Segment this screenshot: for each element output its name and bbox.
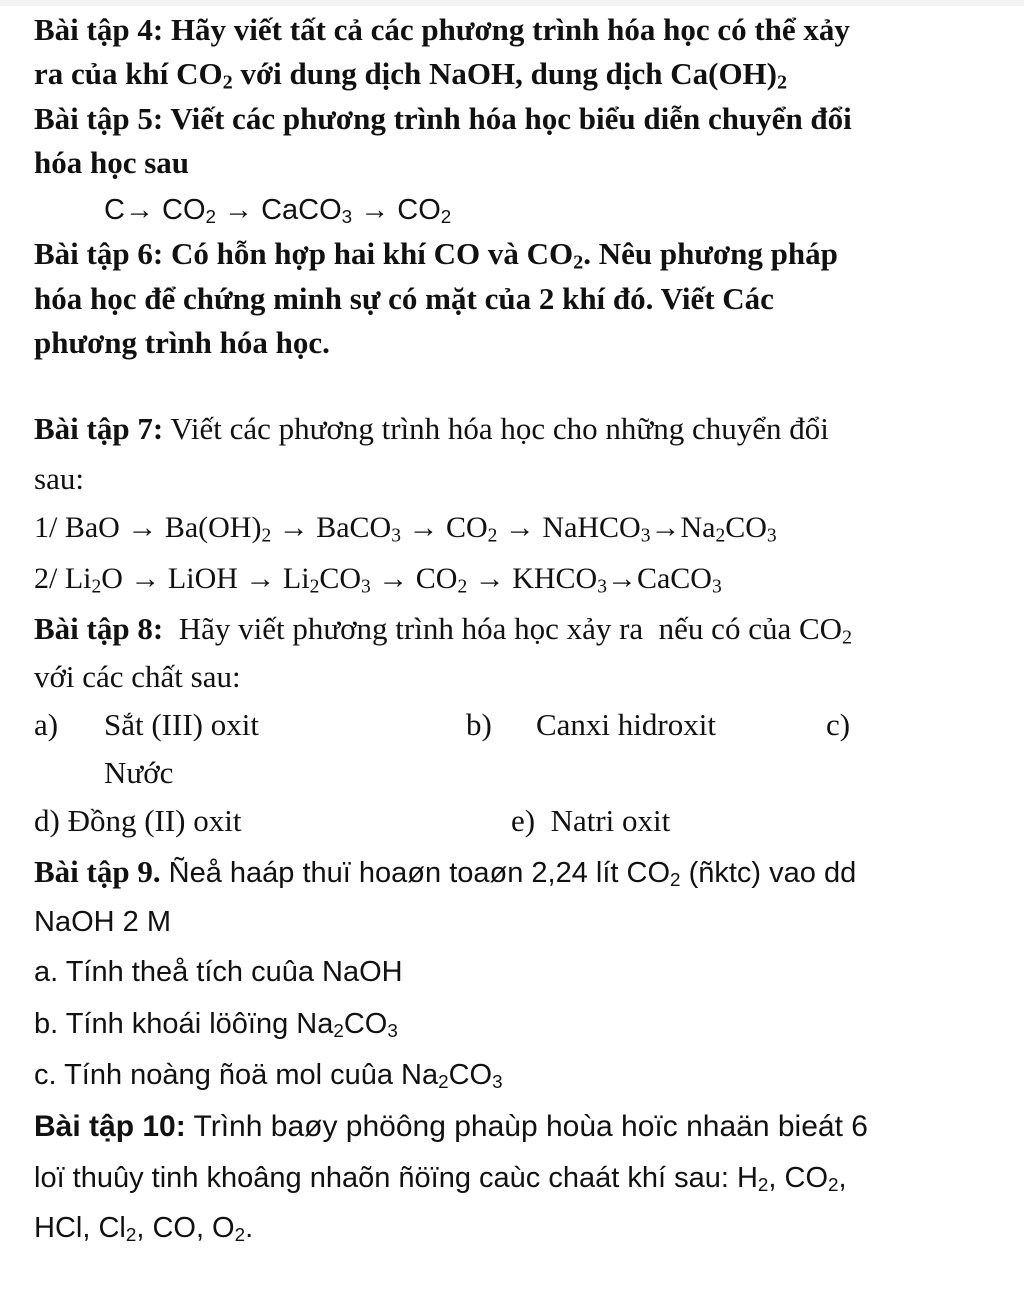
subscript: 2 xyxy=(438,1071,449,1093)
scheme-part: C→ CO xyxy=(104,194,206,226)
subscript: 2 xyxy=(222,71,233,94)
exercise-10-line-2 xyxy=(34,1158,847,1198)
subscript: 3 xyxy=(361,576,371,598)
eq-part: CO xyxy=(319,562,362,595)
exercise-10-label: Bài tập 10: xyxy=(34,1110,186,1143)
exercise-10-text-3c: . xyxy=(245,1212,254,1244)
option-key: c) xyxy=(826,707,851,742)
exercise-9-question-a xyxy=(34,952,403,992)
subscript: 2 xyxy=(842,626,853,649)
subscript: 2 xyxy=(670,869,681,891)
subscript: 2 xyxy=(125,1224,137,1246)
exercise-10-text-3a: HCl, Cl xyxy=(34,1212,126,1244)
exercise-9-line-2 xyxy=(34,902,171,942)
eq-part: O → LiOH → Li xyxy=(101,562,310,595)
subscript: 3 xyxy=(391,525,401,547)
subscript: 3 xyxy=(640,525,651,547)
exercise-5-line-1 xyxy=(34,99,852,139)
exercise-8-text-2: với các chất sau: xyxy=(34,659,241,694)
exercise-10-text-2a: loï thuûy tinh khoâng nhaõn ñöïng caùc chaát khí sau: H xyxy=(34,1162,758,1194)
exercise-4-line-2 xyxy=(34,54,787,94)
subscript: 2 xyxy=(777,71,788,94)
exercise-4-line-1 xyxy=(34,10,850,50)
subscript: 3 xyxy=(341,206,353,228)
eq-part: →Na xyxy=(650,511,716,544)
subscript: 2 xyxy=(261,525,272,547)
exercise-8-text: Hãy viết phương trình hóa học xảy ra nếu có của CO xyxy=(163,611,843,646)
scheme-part: → CO xyxy=(352,194,441,226)
exercise-9-text-1b: (ñktc) vao dd xyxy=(680,857,857,889)
eq-part: → BaCO xyxy=(271,511,392,544)
eq-part: →CaCO xyxy=(606,562,712,595)
exercise-6-line-2 xyxy=(34,279,774,319)
option-value: e) Natri oxit xyxy=(511,803,671,838)
question-text: CO xyxy=(343,1008,388,1040)
eq-part: CO xyxy=(725,511,767,544)
exercise-5-label: Bài tập 5: xyxy=(34,101,164,136)
top-edge-shade xyxy=(0,0,1024,6)
exercise-10-line-1 xyxy=(34,1107,868,1147)
exercise-10-line-3 xyxy=(34,1208,253,1248)
subscript: 2 xyxy=(205,206,216,228)
exercise-5-line-2 xyxy=(34,143,189,183)
subscript: 2 xyxy=(573,251,584,274)
subscript: 2 xyxy=(457,576,468,598)
exercise-5-scheme xyxy=(104,190,451,230)
subscript: 3 xyxy=(597,576,607,598)
subscript: 2 xyxy=(487,525,498,547)
exercise-9-line-1 xyxy=(34,852,856,893)
subscript: 2 xyxy=(715,525,726,547)
subscript: 2 xyxy=(333,1020,344,1042)
question-text: c. Tính noàng ñoä mol cuûa Na xyxy=(34,1059,439,1091)
exercise-6-line-1 xyxy=(34,234,838,274)
question-text: a. Tính theå tích cuûa NaOH xyxy=(34,956,403,988)
exercise-9-question-b xyxy=(34,1004,398,1044)
exercise-4-text-2b: với dung dịch NaOH, dung dịch Ca(OH) xyxy=(232,56,777,91)
exercise-6-line-3 xyxy=(34,323,330,363)
exercise-5-text-2: hóa học sau xyxy=(34,145,190,180)
exercise-7-label: Bài tập 7: xyxy=(34,411,164,446)
eq-part: 1/ BaO → Ba(OH) xyxy=(34,511,262,544)
exercise-4-label: Bài tập 4: xyxy=(34,12,164,47)
exercise-6-label: Bài tập 6: xyxy=(34,236,164,271)
option-value: d) Đồng (II) oxit xyxy=(34,803,242,838)
exercise-7-line-1 xyxy=(34,409,829,449)
exercise-9-text-2: NaOH 2 M xyxy=(34,906,171,938)
exercise-10-text-2c: , xyxy=(838,1162,847,1194)
subscript: 3 xyxy=(766,525,777,547)
subscript: 3 xyxy=(387,1020,398,1042)
exercise-8-option-d xyxy=(34,801,241,841)
option-value: Canxi hidroxit xyxy=(536,707,716,742)
exercise-7-equation-2 xyxy=(34,559,722,599)
eq-part: → NaHCO xyxy=(497,511,641,544)
subscript: 2 xyxy=(440,206,452,228)
exercise-9-question-c xyxy=(34,1055,503,1095)
exercise-7-line-2 xyxy=(34,459,84,499)
eq-part: 2/ Li xyxy=(34,562,92,595)
option-value: Sắt (III) oxit xyxy=(104,707,259,742)
question-text: b. Tính khoái löôïng Na xyxy=(34,1008,334,1040)
eq-part: → CO xyxy=(370,562,458,595)
exercise-8-option-b-key xyxy=(466,705,492,745)
exercise-8-line-1 xyxy=(34,609,852,649)
subscript: 3 xyxy=(492,1071,503,1093)
subscript: 2 xyxy=(828,1174,839,1196)
exercise-6-text-3: phương trình hóa học. xyxy=(34,325,330,360)
exercise-10-text-3b: , CO, O xyxy=(136,1212,235,1244)
exercise-5-text: Viết các phương trình hóa học biểu diễn chuyển đổi xyxy=(163,101,852,136)
eq-part: → KHCO xyxy=(467,562,598,595)
eq-part: → CO xyxy=(400,511,488,544)
exercise-7-equation-1 xyxy=(34,508,777,548)
subscript: 2 xyxy=(234,1224,246,1246)
exercise-8-label: Bài tập 8: xyxy=(34,611,164,646)
exercise-8-option-b xyxy=(536,705,716,745)
exercise-8-option-a xyxy=(104,705,259,745)
exercise-4-text-2a: ra của khí CO xyxy=(34,56,223,91)
option-key: a) xyxy=(34,707,59,742)
exercise-9-label: Bài tập 9. xyxy=(34,854,161,889)
subscript: 2 xyxy=(91,576,102,598)
subscript: 2 xyxy=(757,1174,769,1196)
exercise-9-text-1a: Ñeå haáp thuï hoaøn toaøn 2,24 lít CO xyxy=(160,857,671,889)
exercise-7-text: Viết các phương trình hóa học cho những chuyển đổi xyxy=(163,411,829,446)
exercise-6-text-2: hóa học để chứng minh sự có mặt của 2 khí đó. Viết Các xyxy=(34,281,774,316)
exercise-8-option-c-key xyxy=(826,705,850,745)
exercise-6-text-1b: . Nêu phương pháp xyxy=(583,236,838,271)
option-value: Nước xyxy=(104,755,174,790)
question-text: CO xyxy=(448,1059,493,1091)
exercise-10-text: Trình baøy phöông phaùp hoùa hoïc nhaän bieát 6 xyxy=(185,1110,868,1143)
option-key: b) xyxy=(466,707,492,742)
subscript: 3 xyxy=(711,576,722,598)
exercise-8-option-c xyxy=(104,753,173,793)
exercise-10-text-2b: , CO xyxy=(768,1162,829,1194)
exercise-8-option-a-key xyxy=(34,705,58,745)
exercise-6-text-1a: Có hỗn hợp hai khí CO và CO xyxy=(163,236,574,271)
scheme-part: → CaCO xyxy=(215,194,342,226)
exercise-7-text-2: sau: xyxy=(34,461,84,496)
exercise-8-line-2 xyxy=(34,657,241,697)
exercise-4-text: Hãy viết tất cả các phương trình hóa học có thể xảy xyxy=(163,12,850,47)
exercise-8-option-e xyxy=(511,801,670,841)
subscript: 2 xyxy=(309,576,320,598)
